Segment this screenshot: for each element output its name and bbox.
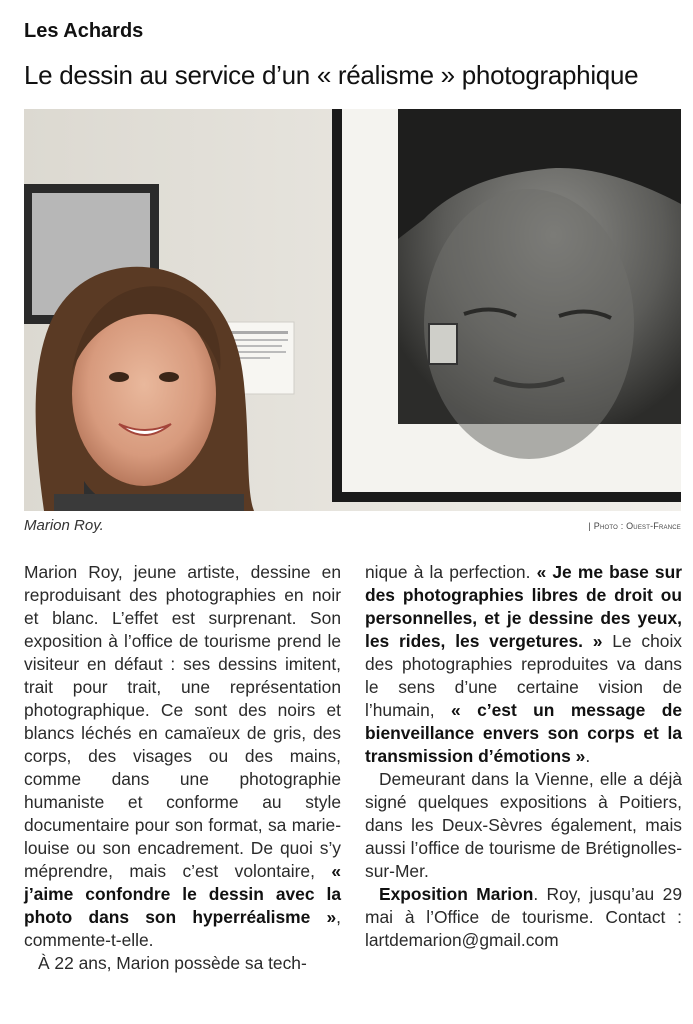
section-label: Les Achards xyxy=(24,20,144,42)
paragraph-text: Le choix des photographies reproduites va dans le sens d’une certaine vision de l’humain, xyxy=(365,631,683,720)
photo-caption: Marion Roy. xyxy=(24,517,104,534)
article-paragraph xyxy=(24,952,341,975)
photo-credit xyxy=(588,521,681,531)
article-headline: Le dessin au service d’un « réalisme » photographique xyxy=(24,60,639,90)
paragraph-text: , commente-t-elle. xyxy=(24,907,341,950)
paragraph-text: À 22 ans, Marion possède sa tech- xyxy=(38,953,307,973)
pull-quote: « j’aime confondre le dessin avec la photo dans son hyperréalisme » xyxy=(24,861,341,927)
exhibition-label: Exposition Marion xyxy=(379,884,534,904)
article-paragraph xyxy=(365,561,682,768)
article-column-left xyxy=(24,561,341,975)
exhibition-info: . Roy, jusqu’au 29 mai à l’Office de tourisme. Contact : lartdemarion@gmail.com xyxy=(365,884,682,950)
pull-quote: « c’est un message de bienveillance envers son corps et la transmission d’émotions » xyxy=(365,700,683,766)
article-paragraph xyxy=(24,561,341,952)
paragraph-text: Demeurant dans la Vienne, elle a déjà signé quelques expositions à Poitiers, dans les Deux-Sèvres également, mais aussi l’office de tourisme de Brétignolles-sur-Mer. xyxy=(365,769,682,881)
paragraph-text: nique à la perfection. xyxy=(365,562,537,582)
article-photo xyxy=(24,109,681,511)
article-paragraph xyxy=(365,768,682,883)
photo-illustration xyxy=(24,109,681,511)
article-paragraph xyxy=(365,883,682,952)
paragraph-text: Marion Roy, jeune artiste, dessine en reproduisant des photographies en noir et blanc. L’effet est surprenant. Son exposition à l’office de tourisme prend le visiteur en défaut : ses dessins imitent, trait pour trait, une représentation photographique. Ce sont des noirs et blancs léchés en camaïeux de gris, des corps, des visages ou des mains, comme dans une photographie humaniste et conforme au style documentaire pour son format, sa marie-louise ou son encadrement. De quoi s’y méprendre, mais c’est volontaire, xyxy=(24,562,341,881)
article-column-right xyxy=(365,561,682,952)
credit-label: Photo : Ouest-France xyxy=(593,521,681,531)
credit-separator: | xyxy=(588,521,591,531)
paragraph-text: . xyxy=(585,746,591,766)
pull-quote: « Je me base sur des photographies libres de droit ou personnelles, et je dessine des yeux, les rides, les vergetures. » xyxy=(365,562,682,651)
